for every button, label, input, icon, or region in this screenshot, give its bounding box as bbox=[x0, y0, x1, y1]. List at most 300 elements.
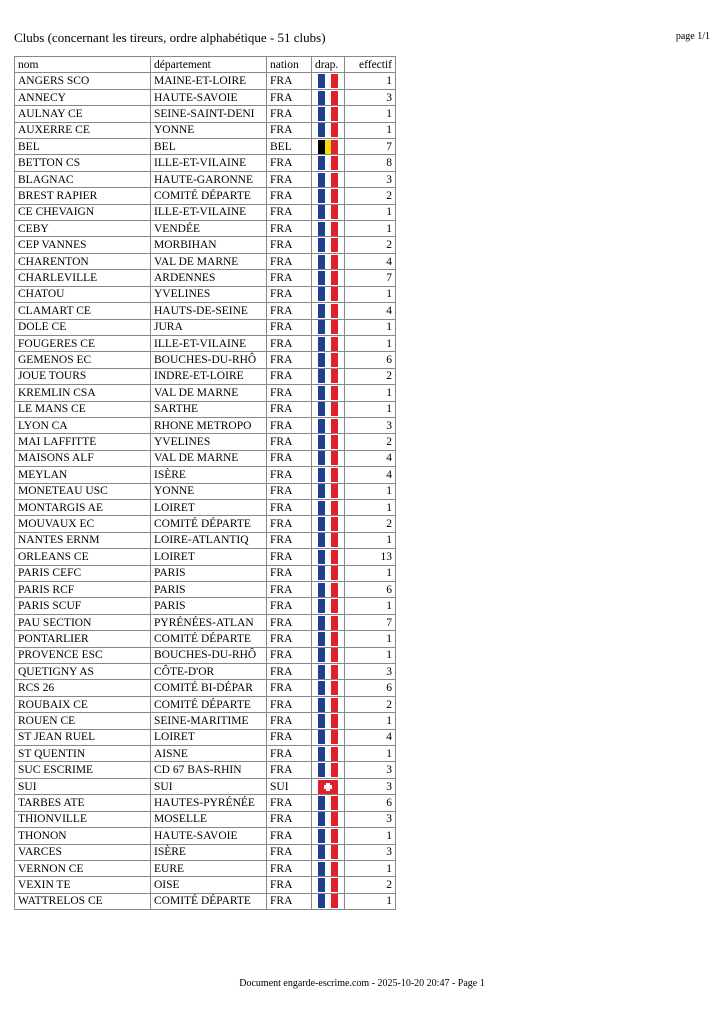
club-nation: FRA bbox=[267, 680, 312, 696]
table-row bbox=[15, 582, 396, 598]
flag-cell bbox=[312, 631, 345, 647]
club-name: MAI LAFFITTE bbox=[15, 434, 151, 450]
flag-fra-icon bbox=[318, 222, 338, 236]
flag-cell bbox=[312, 106, 345, 122]
club-effectif: 3 bbox=[345, 664, 396, 680]
club-departement: BOUCHES-DU-RHÔ bbox=[151, 352, 267, 368]
club-nation: FRA bbox=[267, 155, 312, 171]
flag-fra-icon bbox=[318, 173, 338, 187]
club-name: CE CHEVAIGN bbox=[15, 204, 151, 220]
club-effectif: 1 bbox=[345, 499, 396, 515]
club-name: CHARLEVILLE bbox=[15, 270, 151, 286]
flag-fra-icon bbox=[318, 386, 338, 400]
header-departement: département bbox=[151, 57, 267, 73]
club-departement: ILLE-ET-VILAINE bbox=[151, 335, 267, 351]
club-nation: FRA bbox=[267, 434, 312, 450]
club-name: LE MANS CE bbox=[15, 401, 151, 417]
flag-cell bbox=[312, 713, 345, 729]
club-name: VARCES bbox=[15, 844, 151, 860]
table-row bbox=[15, 664, 396, 680]
club-nation: FRA bbox=[267, 631, 312, 647]
club-nation: FRA bbox=[267, 106, 312, 122]
table-row bbox=[15, 450, 396, 466]
club-effectif: 1 bbox=[345, 860, 396, 876]
flag-fra-icon bbox=[318, 665, 338, 679]
club-nation: FRA bbox=[267, 417, 312, 433]
club-effectif: 3 bbox=[345, 778, 396, 794]
table-row bbox=[15, 565, 396, 581]
flag-fra-icon bbox=[318, 796, 338, 810]
club-nation: FRA bbox=[267, 729, 312, 745]
club-name: LYON CA bbox=[15, 417, 151, 433]
club-effectif: 1 bbox=[345, 401, 396, 417]
table-row bbox=[15, 811, 396, 827]
club-name: DOLE CE bbox=[15, 319, 151, 335]
flag-fra-icon bbox=[318, 107, 338, 121]
table-row bbox=[15, 499, 396, 515]
club-effectif: 1 bbox=[345, 73, 396, 89]
flag-fra-icon bbox=[318, 369, 338, 383]
flag-fra-icon bbox=[318, 451, 338, 465]
club-effectif: 4 bbox=[345, 450, 396, 466]
flag-cell bbox=[312, 352, 345, 368]
club-name: VERNON CE bbox=[15, 860, 151, 876]
table-row bbox=[15, 762, 396, 778]
header-nom: nom bbox=[15, 57, 151, 73]
club-nation: FRA bbox=[267, 582, 312, 598]
page-number: page 1/1 bbox=[675, 31, 710, 42]
flag-fra-icon bbox=[318, 862, 338, 876]
table-row bbox=[15, 385, 396, 401]
club-departement: ISÈRE bbox=[151, 467, 267, 483]
table-row bbox=[15, 877, 396, 893]
club-effectif: 2 bbox=[345, 434, 396, 450]
club-departement: EURE bbox=[151, 860, 267, 876]
flag-fra-icon bbox=[318, 698, 338, 712]
club-name: NANTES ERNM bbox=[15, 532, 151, 548]
table-row bbox=[15, 171, 396, 187]
club-name: RCS 26 bbox=[15, 680, 151, 696]
club-effectif: 6 bbox=[345, 582, 396, 598]
flag-cell bbox=[312, 828, 345, 844]
club-departement: PARIS bbox=[151, 582, 267, 598]
flag-cell bbox=[312, 795, 345, 811]
flag-fra-icon bbox=[318, 271, 338, 285]
club-effectif: 3 bbox=[345, 417, 396, 433]
header-nation: nation bbox=[267, 57, 312, 73]
club-departement: VAL DE MARNE bbox=[151, 450, 267, 466]
club-nation: SUI bbox=[267, 778, 312, 794]
table-row bbox=[15, 795, 396, 811]
table-row bbox=[15, 253, 396, 269]
flag-fra-icon bbox=[318, 320, 338, 334]
club-departement: VAL DE MARNE bbox=[151, 253, 267, 269]
flag-fra-icon bbox=[318, 632, 338, 646]
club-effectif: 2 bbox=[345, 188, 396, 204]
flag-fra-icon bbox=[318, 517, 338, 531]
flag-fra-icon bbox=[318, 74, 338, 88]
club-effectif: 1 bbox=[345, 631, 396, 647]
club-effectif: 1 bbox=[345, 713, 396, 729]
table-row bbox=[15, 860, 396, 876]
table-row bbox=[15, 532, 396, 548]
club-effectif: 1 bbox=[345, 746, 396, 762]
flag-cell bbox=[312, 582, 345, 598]
club-nation: FRA bbox=[267, 893, 312, 909]
club-name: PARIS RCF bbox=[15, 582, 151, 598]
flag-cell bbox=[312, 335, 345, 351]
club-effectif: 1 bbox=[345, 335, 396, 351]
club-nation: FRA bbox=[267, 762, 312, 778]
club-effectif: 2 bbox=[345, 877, 396, 893]
club-name: MOUVAUX EC bbox=[15, 516, 151, 532]
flag-fra-icon bbox=[318, 845, 338, 859]
club-name: JOUE TOURS bbox=[15, 368, 151, 384]
club-effectif: 6 bbox=[345, 352, 396, 368]
table-row bbox=[15, 614, 396, 630]
table-row bbox=[15, 828, 396, 844]
club-name: THONON bbox=[15, 828, 151, 844]
club-effectif: 4 bbox=[345, 303, 396, 319]
flag-cell bbox=[312, 188, 345, 204]
club-nation: FRA bbox=[267, 303, 312, 319]
club-name: FOUGERES CE bbox=[15, 335, 151, 351]
flag-fra-icon bbox=[318, 648, 338, 662]
club-effectif: 4 bbox=[345, 467, 396, 483]
table-row bbox=[15, 844, 396, 860]
club-nation: FRA bbox=[267, 89, 312, 105]
club-name: CEBY bbox=[15, 221, 151, 237]
club-effectif: 3 bbox=[345, 89, 396, 105]
club-name: MONTARGIS AE bbox=[15, 499, 151, 515]
table-row bbox=[15, 319, 396, 335]
club-effectif: 2 bbox=[345, 516, 396, 532]
flag-fra-icon bbox=[318, 91, 338, 105]
club-departement: MORBIHAN bbox=[151, 237, 267, 253]
club-name: ANGERS SCO bbox=[15, 73, 151, 89]
table-row bbox=[15, 417, 396, 433]
club-effectif: 1 bbox=[345, 532, 396, 548]
club-name: PROVENCE ESC bbox=[15, 647, 151, 663]
table-row bbox=[15, 286, 396, 302]
page-title: Clubs (concernant les tireurs, ordre alphabétique - 51 clubs) bbox=[14, 30, 326, 45]
club-effectif: 3 bbox=[345, 762, 396, 778]
club-departement: YVELINES bbox=[151, 434, 267, 450]
club-name: PARIS SCUF bbox=[15, 598, 151, 614]
flag-bel-icon bbox=[318, 140, 338, 154]
table-row bbox=[15, 106, 396, 122]
club-departement: LOIRET bbox=[151, 729, 267, 745]
club-departement: CD 67 BAS-RHIN bbox=[151, 762, 267, 778]
club-nation: FRA bbox=[267, 73, 312, 89]
club-effectif: 1 bbox=[345, 221, 396, 237]
club-nation: FRA bbox=[267, 253, 312, 269]
club-departement: ARDENNES bbox=[151, 270, 267, 286]
flag-fra-icon bbox=[318, 533, 338, 547]
club-effectif: 1 bbox=[345, 565, 396, 581]
table-row bbox=[15, 270, 396, 286]
flag-cell bbox=[312, 549, 345, 565]
club-nation: FRA bbox=[267, 565, 312, 581]
club-effectif: 2 bbox=[345, 368, 396, 384]
table-row bbox=[15, 713, 396, 729]
flag-fra-icon bbox=[318, 714, 338, 728]
flag-fra-icon bbox=[318, 337, 338, 351]
flag-cell bbox=[312, 483, 345, 499]
flag-cell bbox=[312, 598, 345, 614]
club-effectif: 1 bbox=[345, 204, 396, 220]
club-name: PARIS CEFC bbox=[15, 565, 151, 581]
club-nation: FRA bbox=[267, 188, 312, 204]
flag-cell bbox=[312, 155, 345, 171]
club-name: CHARENTON bbox=[15, 253, 151, 269]
club-departement: HAUTE-SAVOIE bbox=[151, 89, 267, 105]
club-nation: FRA bbox=[267, 385, 312, 401]
club-effectif: 3 bbox=[345, 844, 396, 860]
flag-cell bbox=[312, 89, 345, 105]
table-row bbox=[15, 221, 396, 237]
club-name: WATTRELOS CE bbox=[15, 893, 151, 909]
club-nation: BEL bbox=[267, 139, 312, 155]
club-departement: COMITÉ DÉPARTE bbox=[151, 188, 267, 204]
club-departement: JURA bbox=[151, 319, 267, 335]
club-departement: PYRÉNÉES-ATLAN bbox=[151, 614, 267, 630]
page-footer: Document engarde-escrime.com - 2025-10-20 20:47 - Page 1 bbox=[239, 978, 485, 989]
club-effectif: 1 bbox=[345, 319, 396, 335]
club-name: GEMENOS EC bbox=[15, 352, 151, 368]
flag-fra-icon bbox=[318, 287, 338, 301]
flag-fra-icon bbox=[318, 402, 338, 416]
club-name: KREMLIN CSA bbox=[15, 385, 151, 401]
club-name: AUXERRE CE bbox=[15, 122, 151, 138]
flag-fra-icon bbox=[318, 205, 338, 219]
flag-cell bbox=[312, 680, 345, 696]
flag-fra-icon bbox=[318, 304, 338, 318]
flag-fra-icon bbox=[318, 189, 338, 203]
flag-fra-icon bbox=[318, 681, 338, 695]
flag-fra-icon bbox=[318, 484, 338, 498]
table-row bbox=[15, 237, 396, 253]
club-nation: FRA bbox=[267, 204, 312, 220]
flag-cell bbox=[312, 204, 345, 220]
flag-cell bbox=[312, 532, 345, 548]
flag-cell bbox=[312, 253, 345, 269]
club-nation: FRA bbox=[267, 746, 312, 762]
flag-fra-icon bbox=[318, 812, 338, 826]
club-departement: RHONE METROPO bbox=[151, 417, 267, 433]
club-nation: FRA bbox=[267, 171, 312, 187]
club-name: ANNECY bbox=[15, 89, 151, 105]
table-row bbox=[15, 647, 396, 663]
club-departement: COMITÉ DÉPARTE bbox=[151, 516, 267, 532]
club-name: ROUBAIX CE bbox=[15, 696, 151, 712]
header-drapeau: drap. bbox=[312, 57, 345, 73]
table-row bbox=[15, 893, 396, 909]
club-effectif: 1 bbox=[345, 483, 396, 499]
club-name: BLAGNAC bbox=[15, 171, 151, 187]
club-name: THIONVILLE bbox=[15, 811, 151, 827]
flag-fra-icon bbox=[318, 747, 338, 761]
club-nation: FRA bbox=[267, 860, 312, 876]
club-effectif: 3 bbox=[345, 171, 396, 187]
club-name: CLAMART CE bbox=[15, 303, 151, 319]
flag-cell bbox=[312, 860, 345, 876]
flag-cell bbox=[312, 73, 345, 89]
club-departement: COMITÉ DÉPARTE bbox=[151, 631, 267, 647]
club-effectif: 1 bbox=[345, 122, 396, 138]
club-nation: FRA bbox=[267, 499, 312, 515]
club-departement: BOUCHES-DU-RHÔ bbox=[151, 647, 267, 663]
flag-fra-icon bbox=[318, 468, 338, 482]
table-row bbox=[15, 746, 396, 762]
club-departement: MAINE-ET-LOIRE bbox=[151, 73, 267, 89]
club-departement: PARIS bbox=[151, 598, 267, 614]
header-effectif: effectif bbox=[345, 57, 396, 73]
club-name: ST QUENTIN bbox=[15, 746, 151, 762]
flag-cell bbox=[312, 614, 345, 630]
table-row bbox=[15, 778, 396, 794]
club-departement: VENDÉE bbox=[151, 221, 267, 237]
table-row bbox=[15, 368, 396, 384]
club-nation: FRA bbox=[267, 401, 312, 417]
flag-cell bbox=[312, 319, 345, 335]
club-name: QUETIGNY AS bbox=[15, 664, 151, 680]
flag-cell bbox=[312, 565, 345, 581]
flag-fra-icon bbox=[318, 730, 338, 744]
club-nation: FRA bbox=[267, 795, 312, 811]
club-nation: FRA bbox=[267, 319, 312, 335]
club-effectif: 6 bbox=[345, 795, 396, 811]
club-nation: FRA bbox=[267, 549, 312, 565]
table-row bbox=[15, 516, 396, 532]
club-departement: LOIRET bbox=[151, 499, 267, 515]
club-effectif: 4 bbox=[345, 729, 396, 745]
table-row bbox=[15, 352, 396, 368]
flag-cell bbox=[312, 450, 345, 466]
club-nation: FRA bbox=[267, 270, 312, 286]
table-row bbox=[15, 139, 396, 155]
club-name: ST JEAN RUEL bbox=[15, 729, 151, 745]
club-name: BEL bbox=[15, 139, 151, 155]
club-name: BREST RAPIER bbox=[15, 188, 151, 204]
table-row bbox=[15, 696, 396, 712]
table-row bbox=[15, 303, 396, 319]
club-nation: FRA bbox=[267, 614, 312, 630]
club-departement: COMITÉ DÉPARTE bbox=[151, 893, 267, 909]
club-nation: FRA bbox=[267, 664, 312, 680]
club-effectif: 1 bbox=[345, 598, 396, 614]
club-name: MAISONS ALF bbox=[15, 450, 151, 466]
club-name: BETTON CS bbox=[15, 155, 151, 171]
club-departement: SUI bbox=[151, 778, 267, 794]
club-departement: HAUTE-GARONNE bbox=[151, 171, 267, 187]
club-nation: FRA bbox=[267, 828, 312, 844]
club-name: CEP VANNES bbox=[15, 237, 151, 253]
club-name: AULNAY CE bbox=[15, 106, 151, 122]
club-nation: FRA bbox=[267, 352, 312, 368]
flag-fra-icon bbox=[318, 501, 338, 515]
club-nation: FRA bbox=[267, 811, 312, 827]
flag-cell bbox=[312, 516, 345, 532]
table-row bbox=[15, 467, 396, 483]
flag-fra-icon bbox=[318, 829, 338, 843]
flag-fra-icon bbox=[318, 566, 338, 580]
flag-fra-icon bbox=[318, 894, 338, 908]
club-nation: FRA bbox=[267, 877, 312, 893]
club-name: SUC ESCRIME bbox=[15, 762, 151, 778]
club-departement: VAL DE MARNE bbox=[151, 385, 267, 401]
club-departement: SARTHE bbox=[151, 401, 267, 417]
club-effectif: 13 bbox=[345, 549, 396, 565]
flag-cell bbox=[312, 434, 345, 450]
club-departement: ISÈRE bbox=[151, 844, 267, 860]
club-departement: LOIRE-ATLANTIQ bbox=[151, 532, 267, 548]
club-nation: FRA bbox=[267, 221, 312, 237]
club-departement: SEINE-MARITIME bbox=[151, 713, 267, 729]
club-effectif: 1 bbox=[345, 385, 396, 401]
club-departement: ILLE-ET-VILAINE bbox=[151, 204, 267, 220]
club-effectif: 7 bbox=[345, 139, 396, 155]
flag-cell bbox=[312, 417, 345, 433]
flag-cell bbox=[312, 237, 345, 253]
club-nation: FRA bbox=[267, 844, 312, 860]
club-departement: HAUTS-DE-SEINE bbox=[151, 303, 267, 319]
club-effectif: 2 bbox=[345, 237, 396, 253]
club-nation: FRA bbox=[267, 483, 312, 499]
club-name: ROUEN CE bbox=[15, 713, 151, 729]
club-departement: PARIS bbox=[151, 565, 267, 581]
table-row bbox=[15, 89, 396, 105]
club-departement: YVELINES bbox=[151, 286, 267, 302]
table-body bbox=[15, 73, 396, 910]
flag-fra-icon bbox=[318, 763, 338, 777]
club-departement: YONNE bbox=[151, 122, 267, 138]
club-name: PONTARLIER bbox=[15, 631, 151, 647]
club-name: MONETEAU USC bbox=[15, 483, 151, 499]
club-name: TARBES ATE bbox=[15, 795, 151, 811]
club-departement: INDRE-ET-LOIRE bbox=[151, 368, 267, 384]
table-row bbox=[15, 680, 396, 696]
club-nation: FRA bbox=[267, 237, 312, 253]
club-effectif: 7 bbox=[345, 270, 396, 286]
flag-cell bbox=[312, 139, 345, 155]
club-departement: LOIRET bbox=[151, 549, 267, 565]
table-row bbox=[15, 401, 396, 417]
club-nation: FRA bbox=[267, 647, 312, 663]
club-nation: FRA bbox=[267, 516, 312, 532]
flag-cell bbox=[312, 368, 345, 384]
flag-cell bbox=[312, 467, 345, 483]
table-row bbox=[15, 434, 396, 450]
flag-fra-icon bbox=[318, 583, 338, 597]
flag-fra-icon bbox=[318, 435, 338, 449]
flag-cell bbox=[312, 221, 345, 237]
club-departement: SEINE-SAINT-DENI bbox=[151, 106, 267, 122]
club-nation: FRA bbox=[267, 532, 312, 548]
flag-cell bbox=[312, 746, 345, 762]
club-nation: FRA bbox=[267, 368, 312, 384]
table-row bbox=[15, 122, 396, 138]
flag-cell bbox=[312, 303, 345, 319]
club-name: MEYLAN bbox=[15, 467, 151, 483]
table-row bbox=[15, 549, 396, 565]
club-effectif: 4 bbox=[345, 253, 396, 269]
club-departement: HAUTE-SAVOIE bbox=[151, 828, 267, 844]
flag-cell bbox=[312, 664, 345, 680]
flag-fra-icon bbox=[318, 599, 338, 613]
club-name: VEXIN TE bbox=[15, 877, 151, 893]
club-departement: COMITÉ BI-DÉPAR bbox=[151, 680, 267, 696]
